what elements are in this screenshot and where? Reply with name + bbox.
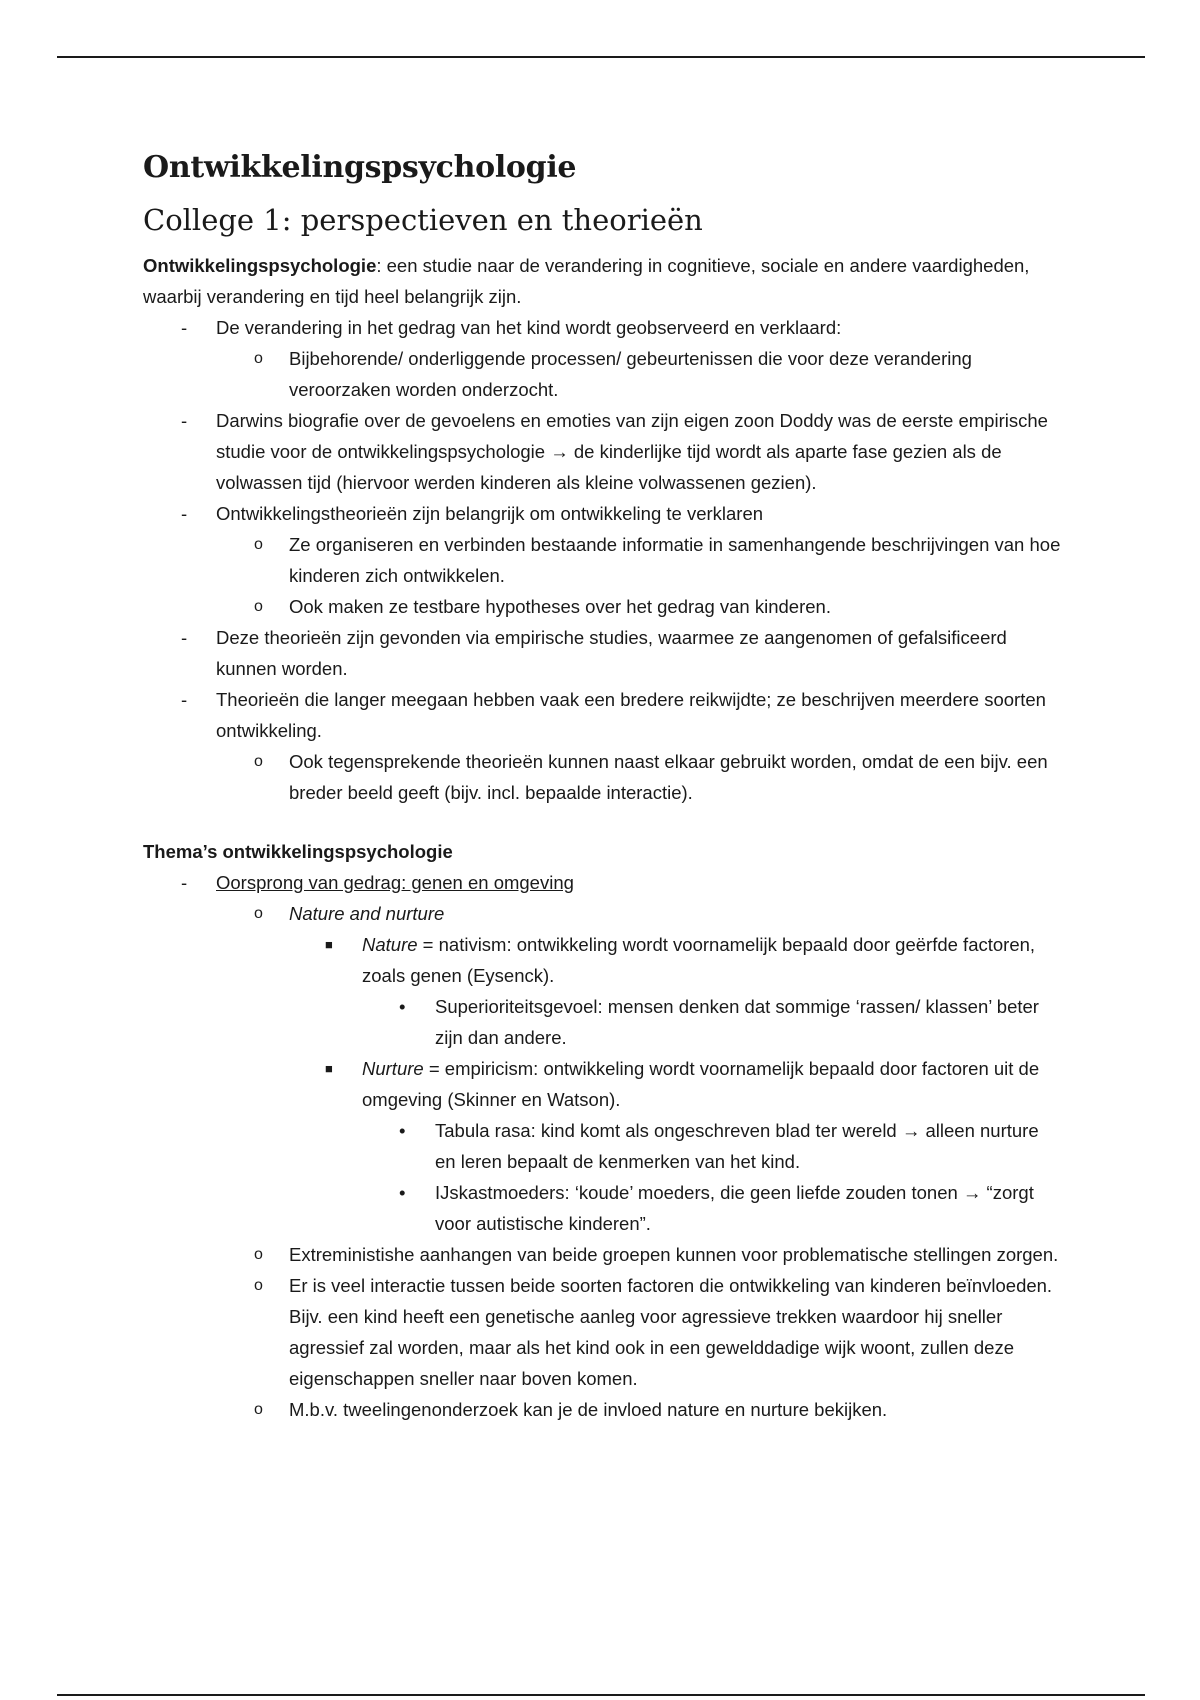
- list-item-text: IJskastmoeders: ‘koude’ moeders, die geen liefde zouden tonen → “zorgt voor autistische kinderen”.: [435, 1182, 1034, 1234]
- themes-heading: Thema’s ontwikkelingspsychologie: [143, 841, 453, 862]
- circle-marker: o: [254, 598, 263, 615]
- list-item-text: Theorieën die langer meegaan hebben vaak een bredere reikwijdte; ze beschrijven meerdere soorten ontwikkeling.: [216, 689, 1046, 741]
- dash-marker: -: [181, 627, 188, 648]
- list-item-text: Bijbehorende/ onderliggende processen/ gebeurtenissen die voor deze verandering veroorzaken worden onderzocht.: [289, 348, 972, 400]
- list-item: [216, 1394, 1063, 1425]
- list-item-text: Superioriteitsgevoel: mensen denken dat sommige ‘rassen/ klassen’ beter zijn dan andere.: [435, 996, 1039, 1048]
- list-item: [143, 867, 1063, 1425]
- document-page: [143, 148, 1063, 1425]
- list-item-text: Ook maken ze testbare hypotheses over het gedrag van kinderen.: [289, 596, 831, 617]
- list-item: [216, 591, 1063, 622]
- list-item: [143, 684, 1063, 808]
- lecture-heading: College 1: perspectieven en theorieën: [143, 203, 703, 237]
- dash-marker: -: [181, 503, 188, 524]
- dash-marker: -: [181, 410, 188, 431]
- list-item-text: Ze organiseren en verbinden bestaande informatie in samenhangende beschrijvingen van hoe kinderen zich ontwikkelen.: [289, 534, 1061, 586]
- footer-rule: [57, 1694, 1145, 1696]
- list-item-text: Ook tegensprekende theorieën kunnen naast elkaar gebruikt worden, omdat de een bijv. een breder beeld geeft (bijv. incl. bepaalde interactie).: [289, 751, 1048, 803]
- list-item: [216, 343, 1063, 405]
- circle-marker: o: [254, 350, 263, 367]
- list-item: [216, 898, 1063, 1239]
- list-item: [143, 312, 1063, 405]
- intro-list: [143, 312, 1063, 808]
- list-item-text: Extreministishe aanhangen van beide groepen kunnen voor problematische stellingen zorgen.: [289, 1244, 1059, 1265]
- square-marker: ■: [325, 1061, 333, 1076]
- nature-term: Nature: [362, 934, 418, 955]
- nurture-term: Nurture: [362, 1058, 424, 1079]
- list-item-text: De verandering in het gedrag van het kind wordt geobserveerd en verklaard:: [216, 317, 842, 338]
- list-item-text: Deze theorieën zijn gevonden via empirische studies, waarmee ze aangenomen of gefalsificeerd kunnen worden.: [216, 627, 1007, 679]
- definition-text: : een studie naar de verandering in cognitieve, sociale en andere vaardigheden, waarbij verandering en tijd heel belangrijk zijn.: [143, 255, 1030, 307]
- list-item: [216, 1270, 1063, 1394]
- section-spacer: [143, 808, 1063, 836]
- circle-marker: o: [254, 905, 263, 922]
- dash-marker: -: [181, 689, 188, 710]
- circle-marker: o: [254, 536, 263, 553]
- bullet-marker: •: [399, 996, 406, 1017]
- list-item-text: Ontwikkelingstheorieën zijn belangrijk om ontwikkeling te verklaren: [216, 503, 764, 524]
- themes-list: [143, 867, 1063, 1425]
- origin-heading: Oorsprong van gedrag: genen en omgeving: [216, 872, 574, 893]
- list-item: [362, 1115, 1063, 1177]
- list-item: [216, 746, 1063, 808]
- example-text: Bijv. een kind heeft een genetische aanleg voor agressieve trekken waardoor hij sneller agressief zal worden, maar als het kind ook in een gewelddadige wijk woont, zullen deze eigenschappen sneller naar boven komen.: [289, 1306, 1015, 1389]
- list-item: [362, 991, 1063, 1053]
- nature-text: = nativism: ontwikkeling wordt voornamelijk bepaald door geërfde factoren, zoals genen (Eysenck).: [362, 934, 1036, 986]
- definition-term: Ontwikkelingspsychologie: [143, 255, 377, 276]
- list-item-text: M.b.v. tweelingenonderzoek kan je de invloed nature en nurture bekijken.: [289, 1399, 888, 1420]
- dash-marker: -: [181, 872, 188, 893]
- list-item: [289, 929, 1063, 1053]
- list-item: [143, 498, 1063, 622]
- list-item: [289, 1053, 1063, 1239]
- header-rule: [57, 56, 1145, 58]
- bullet-marker: •: [399, 1120, 406, 1141]
- dash-marker: -: [181, 317, 188, 338]
- list-item-text: Er is veel interactie tussen beide soorten factoren die ontwikkeling van kinderen beïnvloeden.: [289, 1275, 1053, 1296]
- list-item-text: Tabula rasa: kind komt als ongeschreven blad ter wereld → alleen nurture en leren bepaalt de kenmerken van het kind.: [435, 1120, 1039, 1172]
- nature-nurture-heading: Nature and nurture: [289, 903, 445, 924]
- circle-marker: o: [254, 753, 263, 770]
- list-item: [143, 622, 1063, 684]
- circle-marker: o: [254, 1246, 263, 1263]
- bullet-marker: •: [399, 1182, 406, 1203]
- list-item-text: Darwins biografie over de gevoelens en emoties van zijn eigen zoon Doddy was de eerste empirische studie voor de ontwikkelingspsychologie → de kinderlijke tijd wordt als aparte fase gezien als de volwassen tijd (hiervoor werden kinderen als kleine volwassenen gezien).: [216, 410, 1048, 493]
- list-item: [216, 1239, 1063, 1270]
- list-item: [216, 529, 1063, 591]
- circle-marker: o: [254, 1277, 263, 1294]
- list-item: [143, 405, 1063, 498]
- circle-marker: o: [254, 1401, 263, 1418]
- list-item: [362, 1177, 1063, 1239]
- square-marker: ■: [325, 937, 333, 952]
- document-title: Ontwikkelingspsychologie: [143, 150, 577, 185]
- nurture-text: = empiricism: ontwikkeling wordt voornamelijk bepaald door factoren uit de omgeving (Skinner en Watson).: [362, 1058, 1040, 1110]
- definition-paragraph: [143, 250, 1043, 312]
